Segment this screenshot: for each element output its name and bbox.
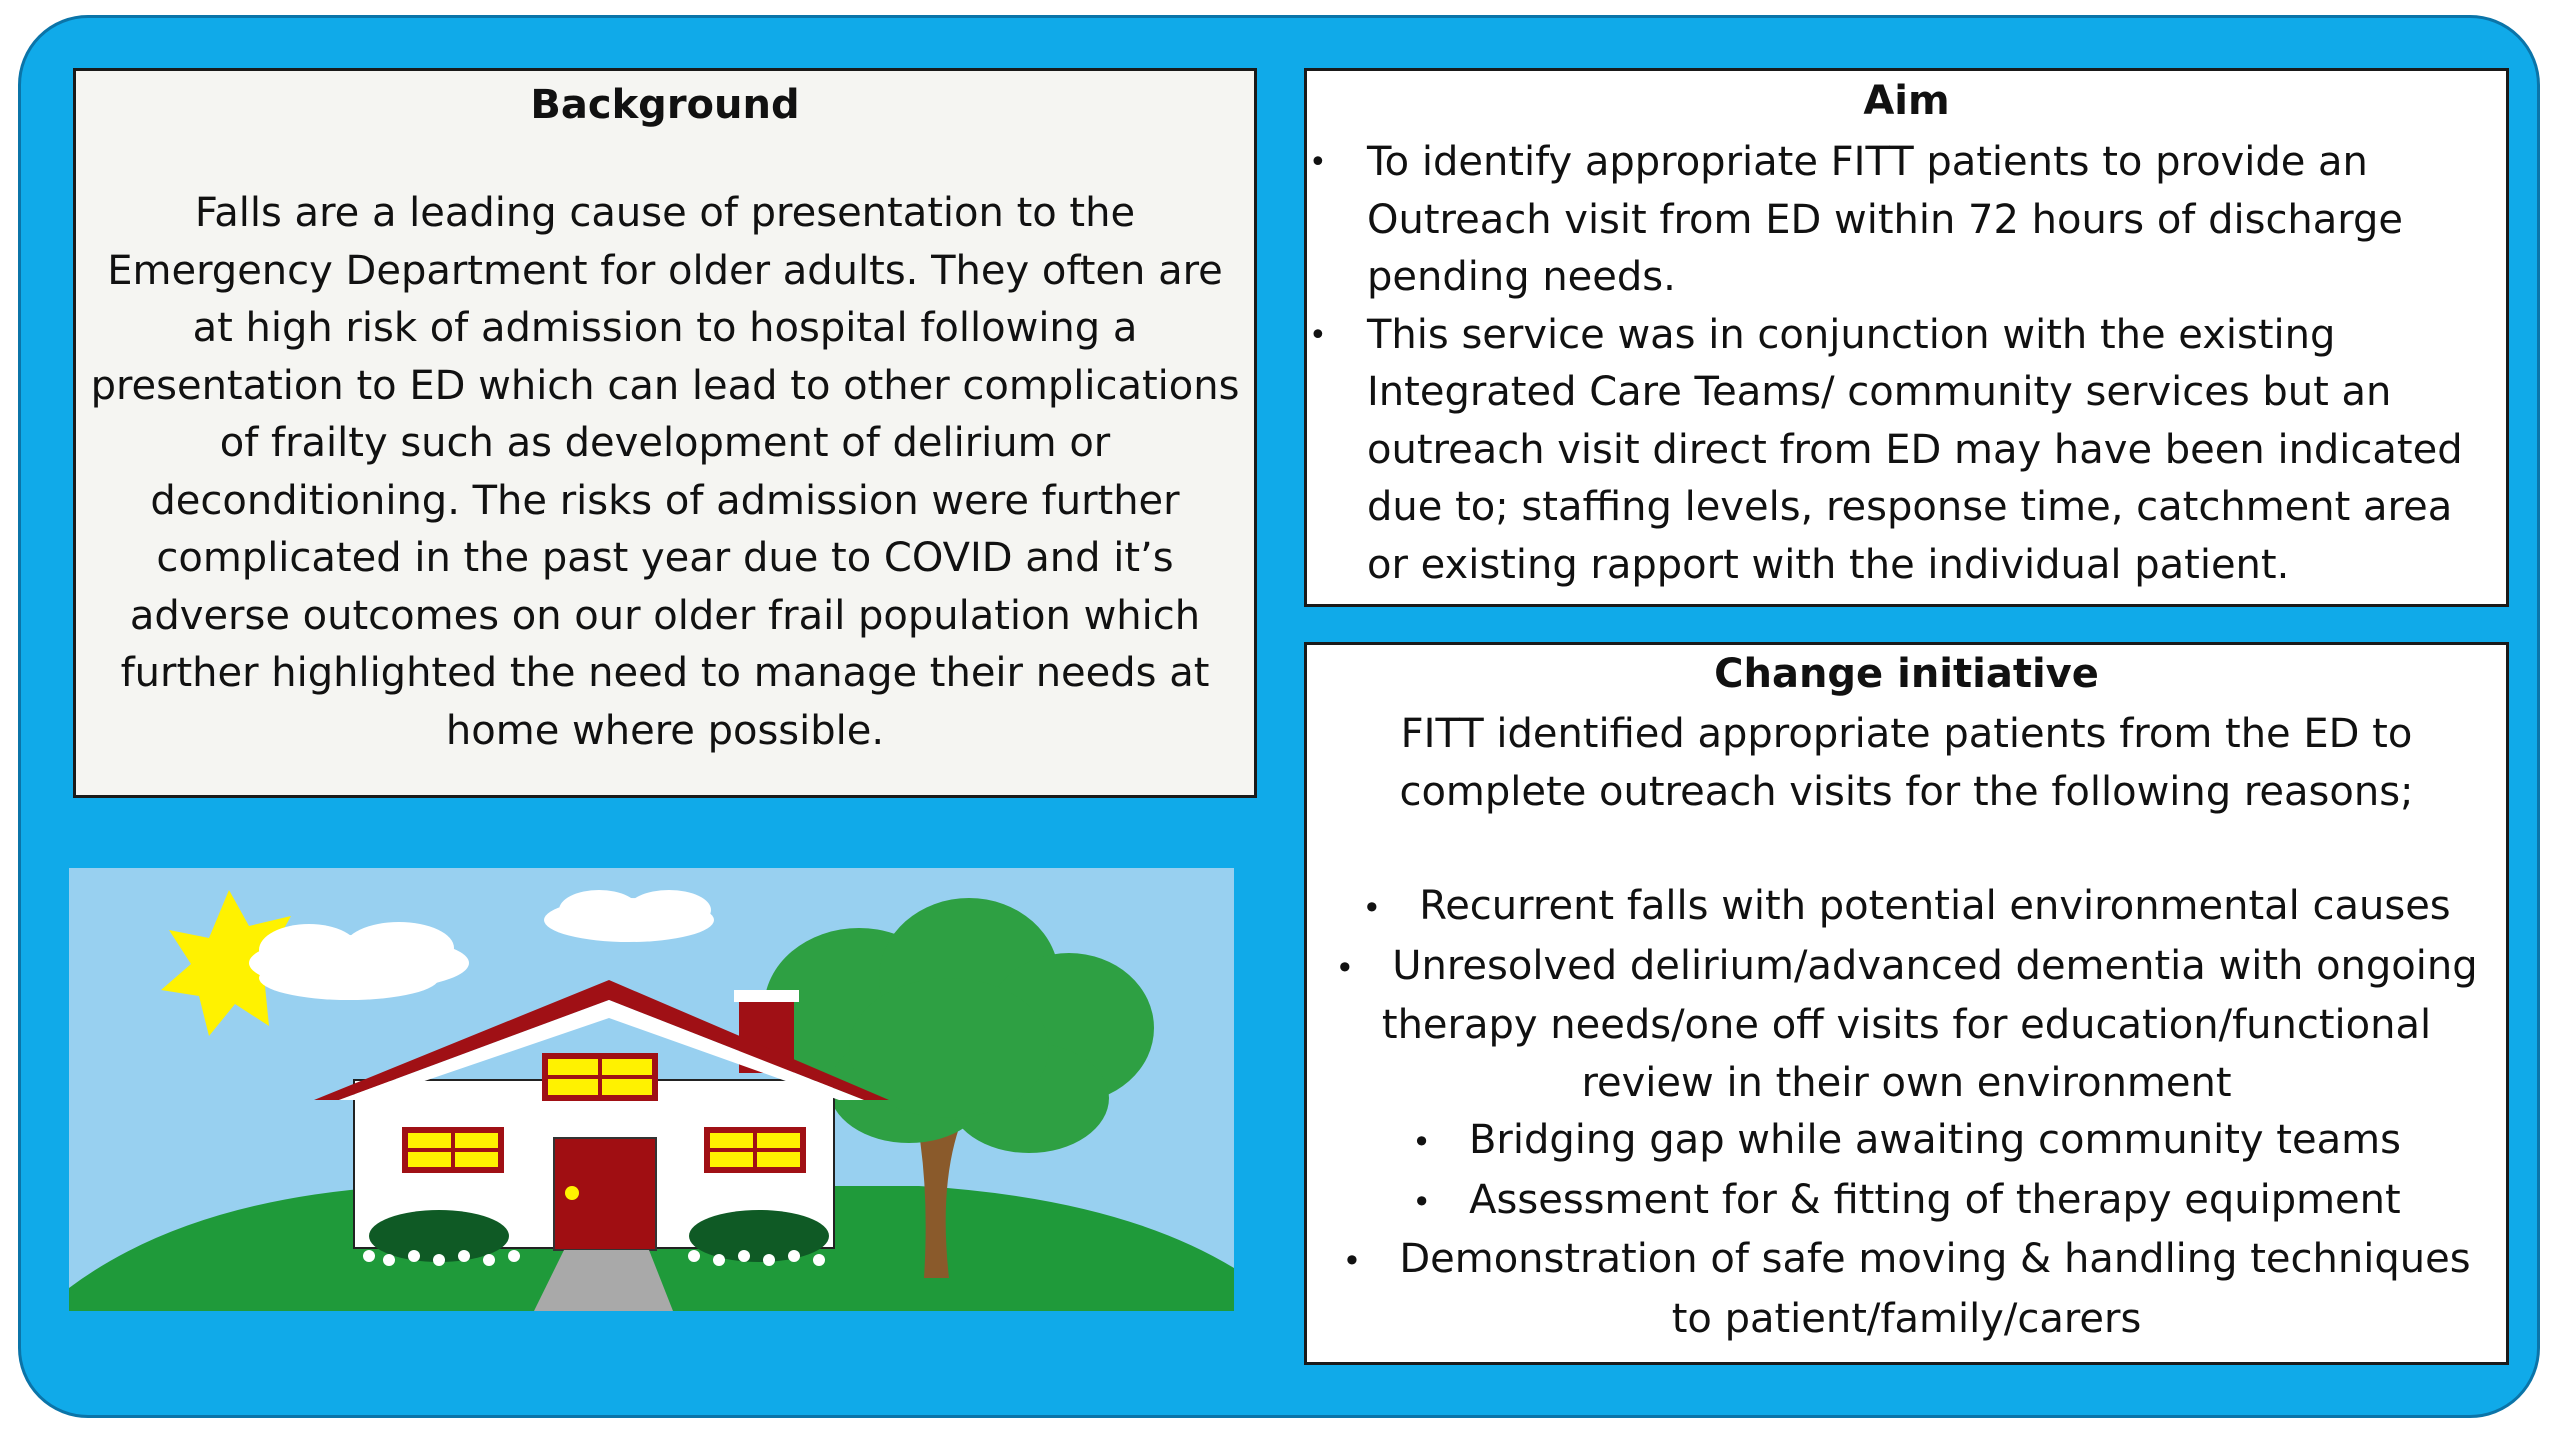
change-item-text: Unresolved delirium/advanced dementia with ongoing therapy needs/one off visits for education/functional review in their own environment (1381, 942, 2478, 1106)
change-item (1307, 1112, 2506, 1172)
background-text: Falls are a leading cause of presentation to the Emergency Department for older adults. They often are at high risk of admission to hospital following a presentation to ED which can lead to other complications of frailty such as development of delirium or deconditioning. The risks of admission were further complicated in the past year due to COVID and it’s adverse outcomes on our older frail population which further highlighted the need to manage their needs at home where possible. (90, 190, 1240, 754)
bullet-icon: • (1335, 948, 1355, 987)
change-item (1307, 1231, 2506, 1348)
background-panel (73, 68, 1257, 798)
cloud-icon (544, 890, 714, 942)
change-item (1307, 1172, 2506, 1232)
aim-title: Aim (1863, 78, 1950, 124)
aim-item: • To identify appropriate FITT patients to provide an Outreach visit from ED within 72 hours of discharge pending needs. (1307, 134, 2506, 307)
change-item (1307, 878, 2506, 938)
change-item-text: Demonstration of safe moving & handling techniques to patient/family/carers (1399, 1236, 2471, 1342)
bullet-icon: • (1342, 1242, 1362, 1280)
change-initiative-list (1307, 878, 2506, 1348)
change-item-text: Assessment for & fitting of therapy equipment (1469, 1176, 2401, 1223)
aim-list (1307, 134, 2506, 594)
aim-item: • This service was in conjunction with the existing Integrated Care Teams/ community services but an outreach visit direct from ED may have been indicated due to; staffing levels, response time, catchment area or existing rapport with the individual patient. (1307, 307, 2506, 595)
house-illustration (69, 868, 1234, 1311)
bullet-icon: • (1412, 1182, 1432, 1221)
change-item-text: Bridging gap while awaiting community teams (1468, 1117, 2401, 1163)
bullet-icon: • (1412, 1123, 1431, 1161)
change-initiative-intro: FITT identified appropriate patients from the ED to complete outreach visits for the following reasons; (1399, 711, 2414, 815)
bullet-icon: • (1362, 889, 1382, 927)
background-title: Background (530, 82, 800, 128)
change-item-text: Recurrent falls with potential environmental causes (1419, 883, 2451, 929)
change-initiative-panel (1304, 642, 2509, 1365)
change-initiative-title: Change initiative (1714, 651, 2099, 697)
aim-panel (1304, 68, 2509, 607)
change-item (1307, 938, 2506, 1113)
